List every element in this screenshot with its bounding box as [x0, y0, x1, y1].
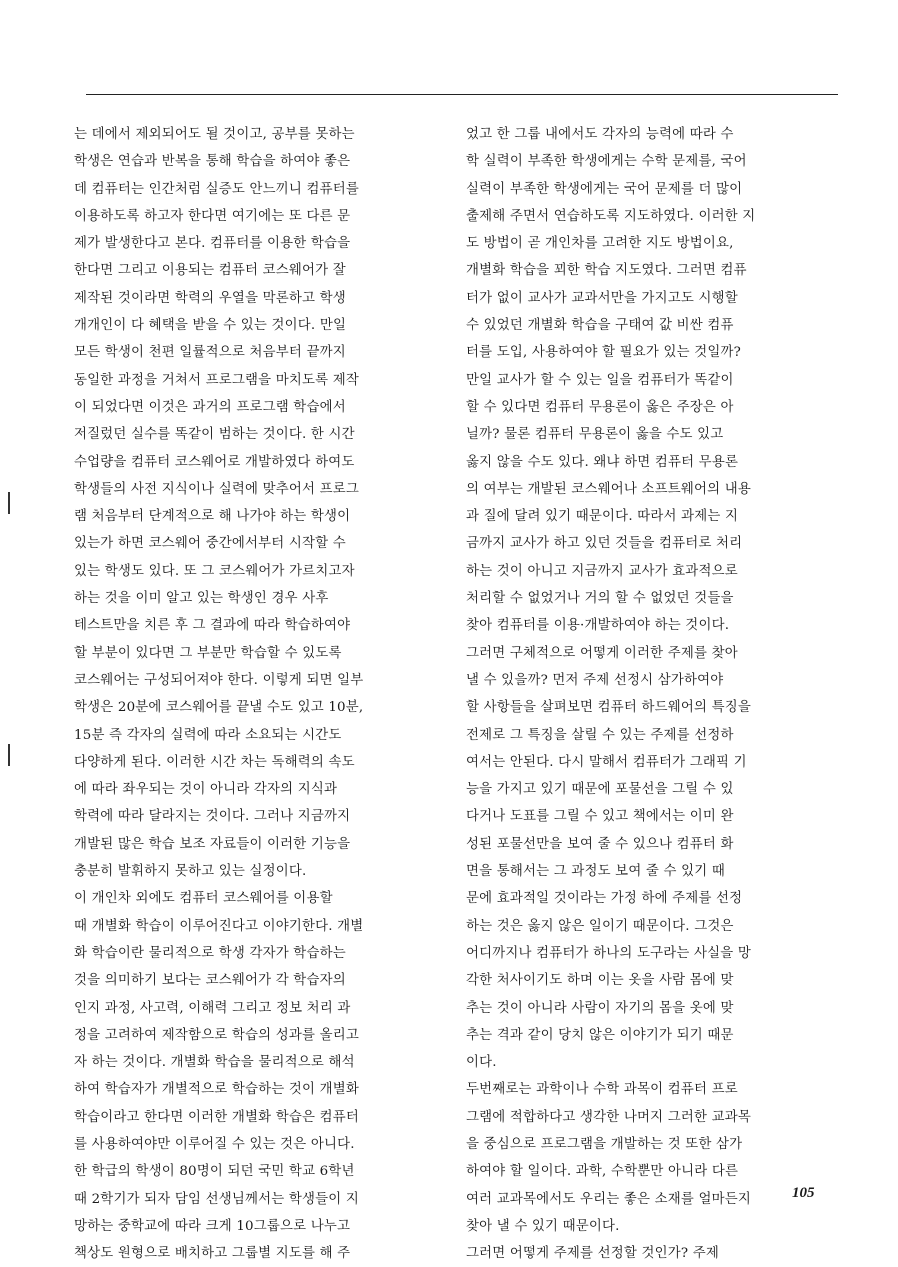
text-line: 전제로 그 특징을 살릴 수 있는 주제를 선정하 [466, 727, 734, 743]
text-line: 학 실력이 부족한 학생에게는 수학 문제를, 국어 [466, 154, 747, 170]
text-line: 학생들의 사전 지식이나 실력에 맞추어서 프로그 [74, 481, 359, 497]
text-line: 저질렀던 실수를 똑같이 범하는 것이다. 한 시간 [74, 427, 355, 443]
text-line: 었고 한 그룹 내에서도 각자의 능력에 따라 수 [466, 127, 734, 142]
text-line: 있는가 하면 코스웨어 중간에서부터 시작할 수 [74, 536, 346, 552]
text-line: 동일한 과정을 거쳐서 프로그램을 마치도록 제작 [74, 372, 359, 388]
text-line: 만일 교사가 할 수 있는 일을 컴퓨터가 똑같이 [466, 372, 734, 388]
text-line: 을 중심으로 프로그램을 개발하는 것 또한 삼가 [466, 1136, 743, 1152]
text-line: 하는 것을 이미 알고 있는 학생인 경우 사후 [74, 591, 329, 607]
text-line: 할 부분이 있다면 그 부분만 학습할 수 있도록 [74, 645, 342, 661]
text-line: 각한 처사이기도 하며 이는 옷을 사람 몸에 맞 [466, 973, 734, 989]
text-line: 수 있었던 개별화 학습을 구태여 값 비싼 컴퓨 [466, 318, 734, 334]
text-line: 개개인이 다 혜택을 받을 수 있는 것이다. 만일 [74, 318, 347, 334]
text-line: 개발된 많은 학습 보조 자료들이 이러한 기능을 [74, 836, 351, 852]
text-line: 어디까지나 컴퓨터가 하나의 도구라는 사실을 망 [466, 945, 751, 961]
text-line: 두번째로는 과학이나 수학 과목이 컴퓨터 프로 [466, 1082, 738, 1098]
header-rule [86, 94, 838, 95]
text-line: 여러 교과목에서도 우리는 좋은 소재를 얼마든지 [466, 1191, 751, 1207]
text-line: 책상도 원형으로 배치하고 그룹별 지도를 해 주 [74, 1246, 351, 1262]
text-line: 옳지 않을 수도 있다. 왜냐 하면 컴퓨터 무용론 [466, 454, 739, 470]
left-column [74, 121, 446, 1267]
text-line: 금까지 교사가 하고 있던 것들을 컴퓨터로 처리 [466, 536, 743, 552]
text-line: 찾아 컴퓨터를 이용·개발하여야 하는 것이다. [466, 618, 730, 634]
text-line: 이 되었다면 이것은 과거의 프로그램 학습에서 [74, 399, 346, 415]
page-number: 105 [792, 1185, 815, 1201]
text-line: 에 따라 좌우되는 것이 아니라 각자의 지식과 [74, 782, 338, 798]
text-line: 학력에 따라 달라지는 것이다. 그러나 지금까지 [74, 809, 351, 825]
text-line: 것을 의미하기 보다는 코스웨어가 각 학습자의 [74, 973, 346, 989]
text-line: 망하는 중학교에 따라 크게 10그룹으로 나누고 [74, 1218, 351, 1234]
text-line: 화 학습이란 물리적으로 학생 각자가 학습하는 [74, 945, 346, 961]
text-line: 이다. [466, 1055, 497, 1071]
text-line: 터가 없이 교사가 교과서만을 가지고도 시행할 [466, 290, 738, 306]
text-line: 그러면 어떻게 주제를 선정할 것인가? 주제 [466, 1246, 719, 1262]
text-line: 학습이라고 한다면 이러한 개별화 학습은 컴퓨터 [74, 1109, 359, 1125]
text-line: 추는 것이 아니라 사람이 자기의 몸을 옷에 맞 [466, 1000, 734, 1016]
text-line: 이용하도록 하고자 한다면 여기에는 또 다른 문 [74, 208, 351, 224]
text-line: 자 하는 것이다. 개별화 학습을 물리적으로 해석 [74, 1055, 355, 1071]
scan-margin-mark [8, 492, 10, 514]
text-line: 한다면 그리고 이용되는 컴퓨터 코스웨어가 잘 [74, 263, 346, 279]
text-line: 할 수 있다면 컴퓨터 무용론이 옳은 주장은 아 [466, 399, 734, 415]
text-line: 출제해 주면서 연습하도록 지도하였다. 이러한 지 [466, 208, 756, 224]
text-line: 모든 학생이 천편 일률적으로 처음부터 끝까지 [74, 345, 346, 361]
text-line: 데 컴퓨터는 인간처럼 실증도 안느끼니 컴퓨터를 [74, 181, 359, 197]
text-line: 닐까? 물론 컴퓨터 무용론이 옳을 수도 있고 [466, 427, 724, 443]
text-line: 테스트만을 치른 후 그 결과에 따라 학습하여야 [74, 618, 351, 634]
text-line: 터를 도입, 사용하여야 할 필요가 있는 것일까? [466, 345, 742, 361]
text-line: 하는 것이 아니고 지금까지 교사가 효과적으로 [466, 563, 738, 579]
text-line: 학생은 20분에 코스웨어를 끝낼 수도 있고 10분, [74, 700, 364, 716]
text-line: 충분히 발휘하지 못하고 있는 실정이다. [74, 864, 307, 880]
text-line: 도 방법이 곧 개인차를 고려한 지도 방법이요, [466, 236, 734, 252]
text-line: 할 사항들을 살펴보면 컴퓨터 하드웨어의 특징을 [466, 700, 751, 716]
text-line: 의 여부는 개발된 코스웨어나 소프트웨어의 내용 [466, 481, 751, 497]
text-line: 면을 통해서는 그 과정도 보여 줄 수 있기 때 [466, 864, 725, 880]
text-line: 정을 고려하여 제작함으로 학습의 성과를 올리고 [74, 1027, 359, 1043]
text-line: 하여야 할 일이다. 과학, 수학뿐만 아니라 다른 [466, 1164, 739, 1180]
text-line: 다양하게 된다. 이러한 시간 차는 독해력의 속도 [74, 754, 355, 770]
text-line: 능을 가지고 있기 때문에 포물선을 그릴 수 있 [466, 782, 734, 798]
text-line: 하여 학습자가 개별적으로 학습하는 것이 개별화 [74, 1082, 359, 1098]
text-line: 한 학급의 학생이 80명이 되던 국민 학교 6학년 [74, 1164, 355, 1180]
text-line: 15분 즉 각자의 실력에 따라 소요되는 시간도 [74, 727, 342, 743]
text-line: 학생은 연습과 반복을 통해 학습을 하여야 좋은 [74, 154, 351, 170]
text-line: 코스웨어는 구성되어져야 한다. 이렇게 되면 일부 [74, 672, 364, 688]
text-line: 실력이 부족한 학생에게는 국어 문제를 더 많이 [466, 181, 743, 197]
text-line: 램 처음부터 단계적으로 해 나가야 하는 학생이 [74, 509, 351, 525]
text-line: 하는 것은 옳지 않은 일이기 때문이다. 그것은 [466, 918, 734, 934]
text-line: 낼 수 있을까? 먼저 주제 선정시 삼가하여야 [466, 672, 724, 688]
text-line: 는 데에서 제외되어도 될 것이고, 공부를 못하는 [74, 127, 355, 142]
text-line: 성된 포물선만을 보여 줄 수 있으나 컴퓨터 화 [466, 836, 734, 852]
text-line: 수업량을 컴퓨터 코스웨어로 개발하였다 하여도 [74, 454, 355, 470]
text-line: 그램에 적합하다고 생각한 나머지 그러한 교과목 [466, 1109, 751, 1125]
text-line: 개별화 학습을 꾀한 학습 지도였다. 그러면 컴퓨 [466, 263, 747, 279]
right-column [466, 121, 838, 1267]
text-line: 다거나 도표를 그릴 수 있고 책에서는 이미 완 [466, 809, 734, 825]
scan-margin-mark [8, 744, 10, 766]
text-line: 추는 격과 같이 당치 않은 이야기가 되기 때문 [466, 1027, 734, 1043]
text-line: 문에 효과적일 것이라는 가정 하에 주제를 선정 [466, 891, 743, 907]
text-line: 제가 발생한다고 본다. 컴퓨터를 이용한 학습을 [74, 236, 351, 252]
text-line: 를 사용하여야만 이루어질 수 있는 것은 아니다. [74, 1136, 355, 1152]
text-line: 때 개별화 학습이 이루어진다고 이야기한다. 개별 [74, 918, 364, 934]
text-line: 처리할 수 없었거나 거의 할 수 없었던 것들을 [466, 591, 734, 607]
text-line: 인지 과정, 사고력, 이해력 그리고 정보 처리 과 [74, 1000, 351, 1016]
text-line: 이 개인차 외에도 컴퓨터 코스웨어를 이용할 [74, 891, 333, 907]
text-line: 여서는 안된다. 다시 말해서 컴퓨터가 그래픽 기 [466, 754, 747, 770]
text-line: 찾아 낼 수 있기 때문이다. [466, 1218, 620, 1234]
text-line: 과 질에 달려 있기 때문이다. 따라서 과제는 지 [466, 509, 739, 525]
text-line: 있는 학생도 있다. 또 그 코스웨어가 가르치고자 [74, 563, 355, 579]
text-line: 때 2학기가 되자 담임 선생님께서는 학생들이 지 [74, 1191, 360, 1207]
text-line: 제작된 것이라면 학력의 우열을 막론하고 학생 [74, 290, 346, 306]
text-line: 그러면 구체적으로 어떻게 이러한 주제를 찾아 [466, 645, 738, 661]
